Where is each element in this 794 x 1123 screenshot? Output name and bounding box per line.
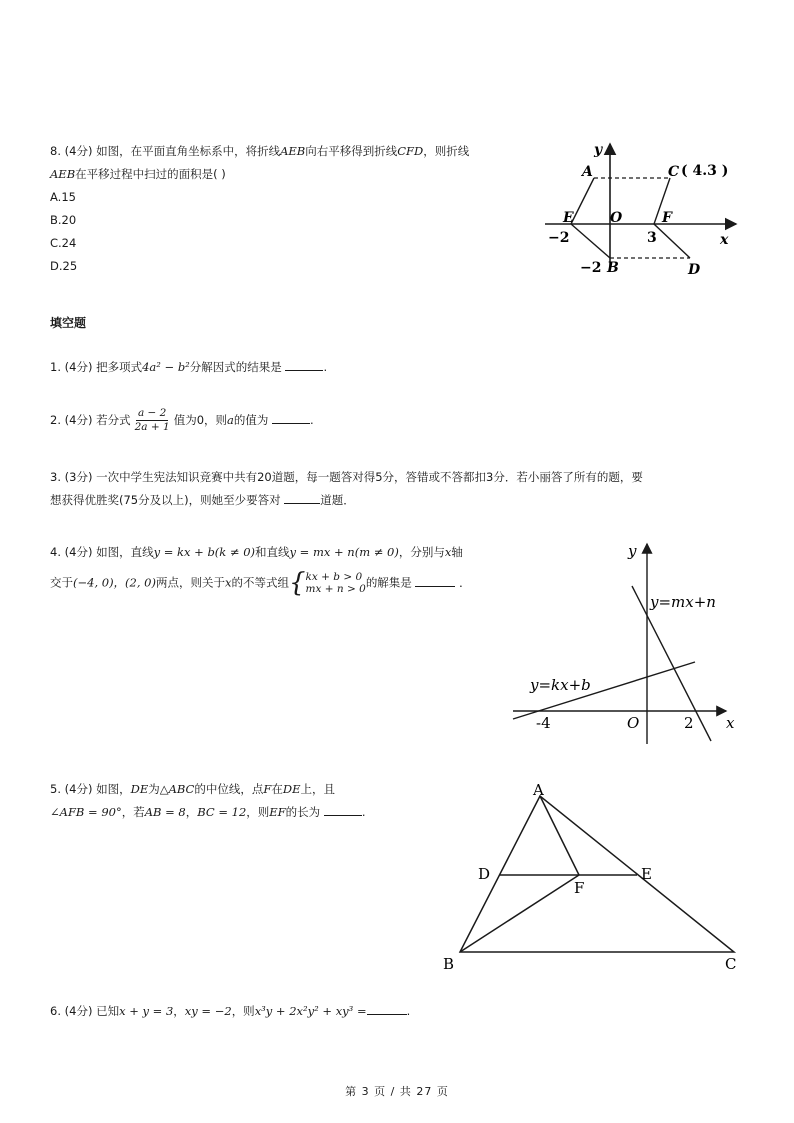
label-b: B: [607, 260, 619, 276]
option-c: C.24: [50, 236, 77, 250]
question-2: 2. (4分) 若分式 $\frac{a - 2}{2a + 1}$ 值为0，则a的值为 .: [50, 407, 314, 433]
question-4: 4. (4分) 如图，直线y = kx + b(k ≠ 0)和直线y = mx + n(m ≠ 0)，分别与x轴 交于(−4, 0)，(2, 0)两点，则关于x的不等式组 { kx + b > 0 mx + n > 0 的解集是 ．: [50, 545, 471, 598]
inequality-system: { kx + b > 0 mx + n > 0: [288, 568, 366, 598]
question-8-line-1: 8. (4分) 如图，在平面直角坐标系中，将折线AEB向右平移得到折线CFD，则折线: [50, 144, 470, 158]
answer-blank[interactable]: [284, 491, 320, 504]
answer-blank[interactable]: [272, 411, 310, 424]
segment-af: [540, 796, 579, 875]
label-b: B: [443, 955, 455, 973]
page-footer: 第 3 页 / 共 27 页: [345, 1085, 449, 1098]
question-1: 1. (4分) 把多项式4a² − b²分解因式的结果是 .: [50, 360, 328, 374]
label-y: y: [594, 142, 603, 158]
question-3: 3. (3分) 一次中学生宪法知识竞赛中共有20道题，每一题答对得5分，答错或不答都扣3分．若小丽答了所有的题，要 想获得优胜奖(75分及以上)，则她至少要答对 道题．: [50, 470, 643, 507]
label-f: F: [662, 210, 672, 226]
label-e: E: [641, 865, 652, 883]
tick-neg2-y: −2: [580, 260, 602, 276]
option-a: A.15: [50, 190, 76, 204]
option-b: B.20: [50, 213, 77, 227]
label-y: y: [628, 542, 637, 560]
answer-blank[interactable]: [415, 574, 455, 587]
label-d: D: [478, 865, 491, 883]
segment-bf: [460, 875, 579, 952]
label-x: x: [726, 714, 735, 732]
tick-neg4: -4: [536, 714, 551, 732]
polyline-aeb: [571, 178, 610, 258]
triangle-abc: [460, 796, 734, 952]
answer-blank[interactable]: [367, 1002, 407, 1015]
label-c: C: [668, 164, 680, 180]
tick-2: 2: [684, 714, 694, 732]
q5-figure: [436, 780, 746, 980]
label-e: E: [563, 210, 574, 226]
option-d: D.25: [50, 259, 78, 273]
question-6: 6. (4分) 已知x + y = 3，xy = −2，则x³y + 2x²y² + xy³ = .: [50, 1004, 411, 1018]
answer-blank[interactable]: [285, 358, 323, 371]
coord-c: ( 4.3 ): [681, 163, 729, 179]
label-a: A: [533, 781, 544, 799]
label-o: O: [610, 210, 623, 226]
tick-neg2-x: −2: [548, 230, 570, 246]
question-5: 5. (4分) 如图，DE为△ABC的中位线，点F在DE上，且 ∠AFB = 90°，若AB = 8，BC = 12，则EF的长为 .: [50, 782, 366, 819]
label-kx: y=kx+b: [530, 676, 591, 694]
label-mx: y=mx+n: [650, 593, 716, 611]
answer-blank[interactable]: [324, 803, 362, 816]
section-title: 填空题: [50, 316, 87, 330]
label-o: O: [627, 714, 640, 732]
label-x: x: [720, 232, 729, 248]
question-8-line-2: AEB在平移过程中扫过的面积是( ): [50, 167, 226, 181]
q4-figure: [508, 538, 748, 750]
q8-figure: [540, 138, 740, 280]
question-8: [50, 140, 469, 278]
label-d: D: [688, 262, 701, 278]
label-c: C: [725, 955, 737, 973]
label-a: A: [582, 164, 593, 180]
fraction: $\frac{a - 2}{2a + 1}$: [134, 407, 170, 433]
polyline-cfd: [654, 178, 690, 258]
label-f: F: [574, 879, 585, 897]
tick-3: 3: [647, 230, 657, 246]
